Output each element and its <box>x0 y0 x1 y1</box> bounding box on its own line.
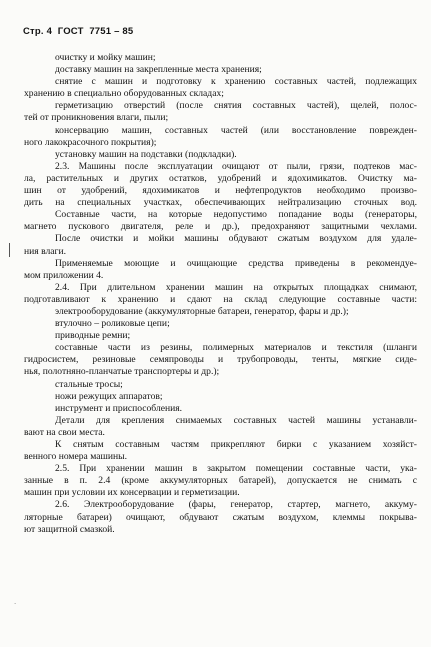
text-line: установку машин на подставки (подкладки). <box>55 148 237 160</box>
text-line: доставку машин на закрепленные места хранения; <box>55 64 262 76</box>
text-line: электрооборудование (аккумуляторные батареи, генератор, фары и др.); <box>55 305 349 317</box>
text-line: 2.6. Электрооборудование (фары, генератор, стартер, магнето, аккуму- <box>55 499 417 511</box>
text-line: герметизацию отверстий (после снятия составных частей), щелей, полос- <box>55 100 417 112</box>
text-line: 2.4. При длительном хранении машин на открытых площадках снимают, <box>55 281 417 293</box>
text-line: нья, полотняно-планчатые транспортеры и др.); <box>24 366 220 378</box>
text-line: ния влаги. <box>24 245 66 257</box>
text-line: составные части из резины, полимерных материалов и текстиля (шланги <box>55 342 417 354</box>
text-line: втулочно – роликовые цепи; <box>55 318 170 330</box>
text-line: машин при условии их консервации и герметизации. <box>24 487 240 499</box>
text-line: ляторные батареи) очищают, обдувают сжатым воздухом, клеммы покрыва- <box>24 511 417 523</box>
text-line: магнето пускового двигателя, реле и др.), предохраняют защитными чехлами. <box>24 221 417 233</box>
text-line: приводные ремни; <box>55 330 131 342</box>
text-line: ного лакокрасочного покрытия); <box>24 136 157 148</box>
text-line: ла, растительных и других остатков, удобрений и ядохимикатов. Очистку ма- <box>24 172 417 184</box>
text-line: очистку и мойку машин; <box>55 52 156 63</box>
text-line: занные в п. 2.4 (кроме аккумуляторных батарей), допускается не снимать с <box>24 475 417 487</box>
text-line: мом приложении 4. <box>24 269 104 281</box>
text-line: вают на свои места. <box>24 426 105 438</box>
text-line: Составные части, на которые недопустимо попадание воды (генераторы, <box>55 209 417 221</box>
text-line: Детали для крепления снимаемых составных частей машины устанавли- <box>55 414 417 426</box>
text-line: шин от удобрений, ядохимикатов и нефтепродуктов необходимо произво- <box>24 185 417 197</box>
text-line: Применяемые моющие и очищающие средства приведены в рекомендуе- <box>55 257 417 269</box>
text-line: венного номера машины. <box>24 451 127 463</box>
text-line: ножи режущих аппаратов; <box>55 390 163 402</box>
text-line: снятие с машин и подготовку к хранению составных частей, подлежащих <box>55 76 417 88</box>
text-line: хранению в специально оборудованных складах; <box>24 88 224 100</box>
text-line: 2.5. При хранении машин в закрытом помещении составные части, ука- <box>55 463 417 475</box>
text-line: подготавливают к хранению и сдают на склад следующие составные части: <box>24 293 417 305</box>
page-header: Стр. 4 ГОСТ 7751 – 85 <box>23 26 134 37</box>
text-line: К снятым составным частям прикрепляют бирки с указанием хозяйст- <box>55 439 417 450</box>
text-line: гидросистем, резиновые семяпроводы и трубопроводы, тенты, мягкие сиде- <box>24 354 417 366</box>
text-line: ют защитной смазкой. <box>24 523 115 535</box>
text-line: дить на специальных участках, обеспечивающих нейтрализацию сточных вод. <box>24 197 417 209</box>
text-line: инструмент и приспособления. <box>55 402 183 414</box>
text-line: консервацию машин, составных частей (или восстановление поврежден- <box>55 124 417 136</box>
scan-mark: . <box>14 598 17 606</box>
text-line: После очистки и мойки машины обдувают сжатым воздухом для удале- <box>55 233 417 245</box>
text-line: стальные тросы; <box>55 378 123 390</box>
text-line: 2.3. Машины после эксплуатации очищают от пыли, грязи, подтеков мас- <box>55 160 417 172</box>
document-body <box>24 52 417 536</box>
margin-mark <box>9 243 10 257</box>
text-line: тей от проникновения влаги, пыли; <box>24 112 169 124</box>
